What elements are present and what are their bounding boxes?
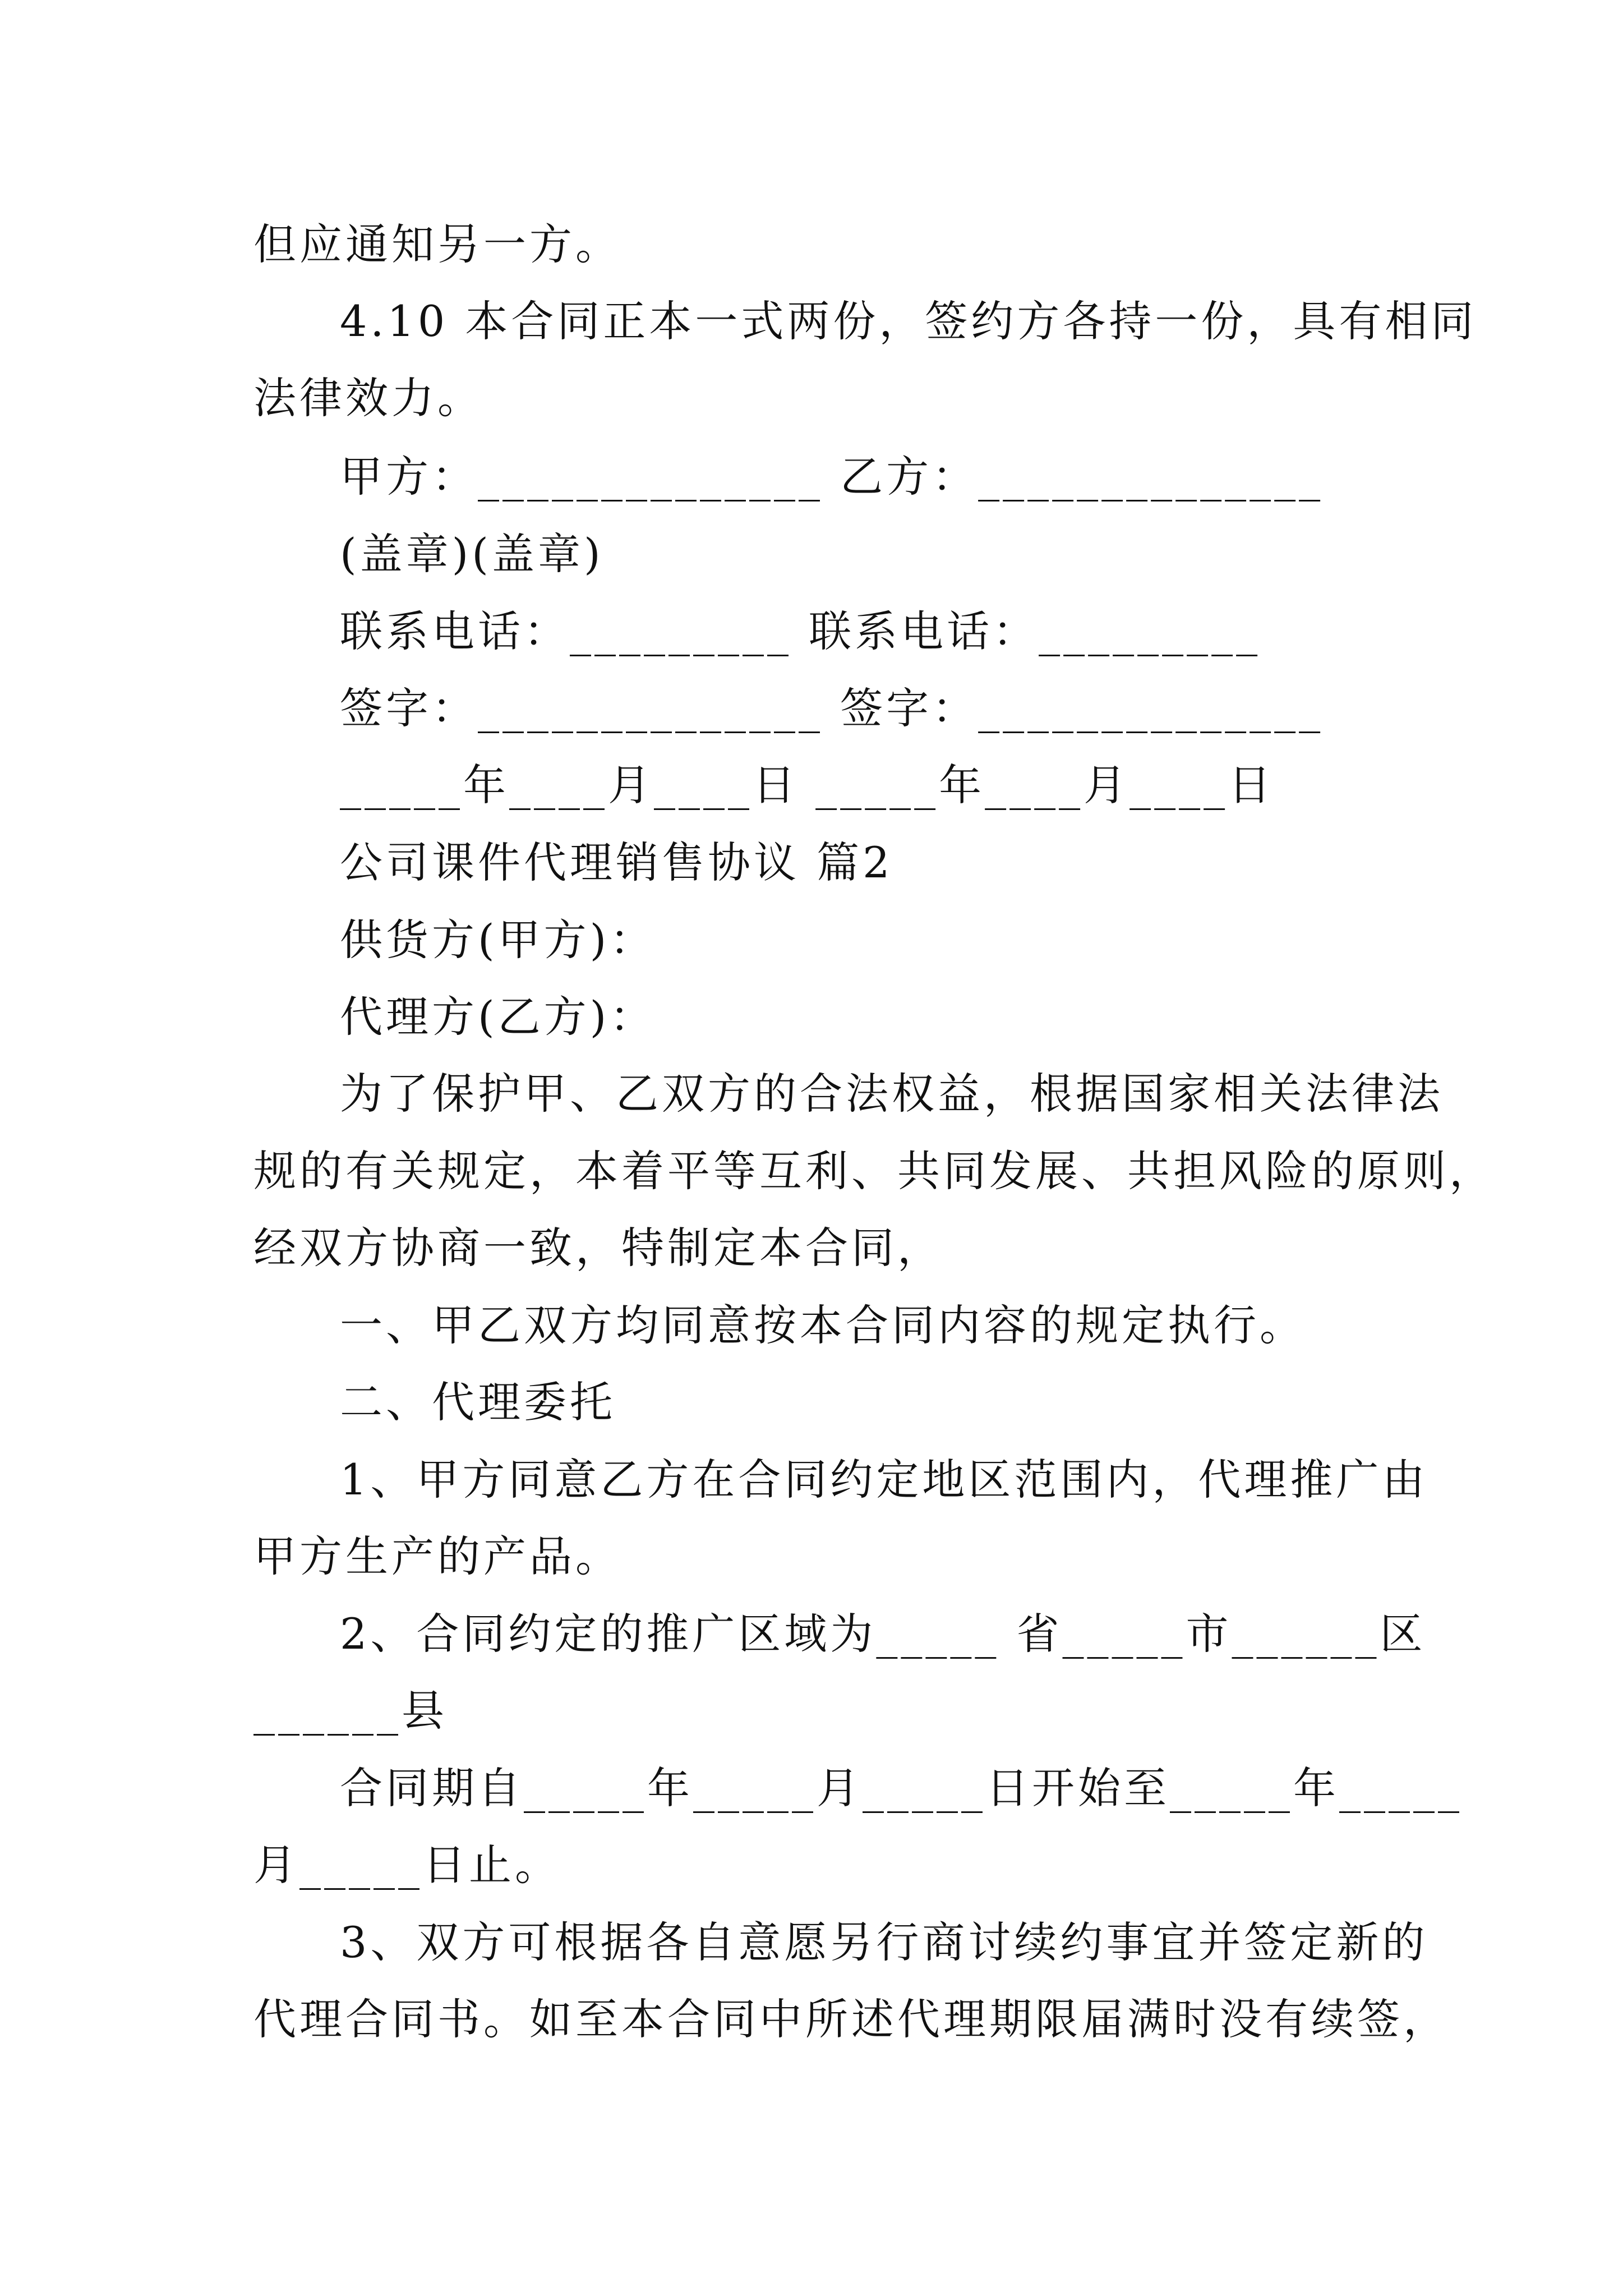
text-line: 1、甲方同意乙方在合同约定地区范围内，代理推广由	[340, 1455, 1428, 1504]
seal-line: (盖章)(盖章)	[340, 529, 604, 579]
text-line: 4.10 本合同正本一式两份，签约方各持一份，具有相同	[340, 296, 1477, 346]
signature-line-sign: 签字：______________ 签字：______________	[340, 683, 1324, 733]
text-line: 月_____日止。	[253, 1840, 561, 1890]
signature-line-phone: 联系电话：_________ 联系电话：_________	[340, 606, 1261, 656]
text-line: ______县	[253, 1686, 448, 1736]
text-line: 甲方生产的产品。	[253, 1531, 621, 1581]
signature-line-party: 甲方：______________ 乙方：______________	[340, 452, 1324, 501]
signature-line-date: _____年____月____日 _____年____月____日	[340, 760, 1275, 810]
text-line: 代理方(乙方)：	[340, 992, 656, 1042]
text-line: 3、双方可根据各自意愿另行商讨续约事宜并签定新的	[340, 1917, 1428, 1967]
text-line: 规的有关规定，本着平等互利、共同发展、共担风险的原则，	[253, 1146, 1495, 1196]
text-line: 二、代理委托	[340, 1377, 616, 1427]
section-heading: 公司课件代理销售协议 篇2	[340, 838, 893, 887]
text-line: 2、合同约定的推广区域为_____ 省_____市______区	[340, 1609, 1426, 1659]
text-line: 一、甲乙双方均同意按本合同内容的规定执行。	[340, 1300, 1306, 1350]
text-line: 供货方(甲方)：	[340, 915, 656, 965]
text-line: 但应通知另一方。	[253, 219, 621, 269]
text-line: 经双方协商一致，特制定本合同，	[253, 1223, 943, 1273]
text-line: 为了保护甲、乙双方的合法权益，根据国家相关法律法	[340, 1069, 1444, 1119]
text-line: 代理合同书。如至本合同中所述代理期限届满时没有续签，	[253, 1994, 1449, 2044]
text-line: 法律效力。	[253, 373, 483, 423]
text-line: 合同期自_____年_____月_____日开始至_____年_____	[340, 1763, 1463, 1813]
